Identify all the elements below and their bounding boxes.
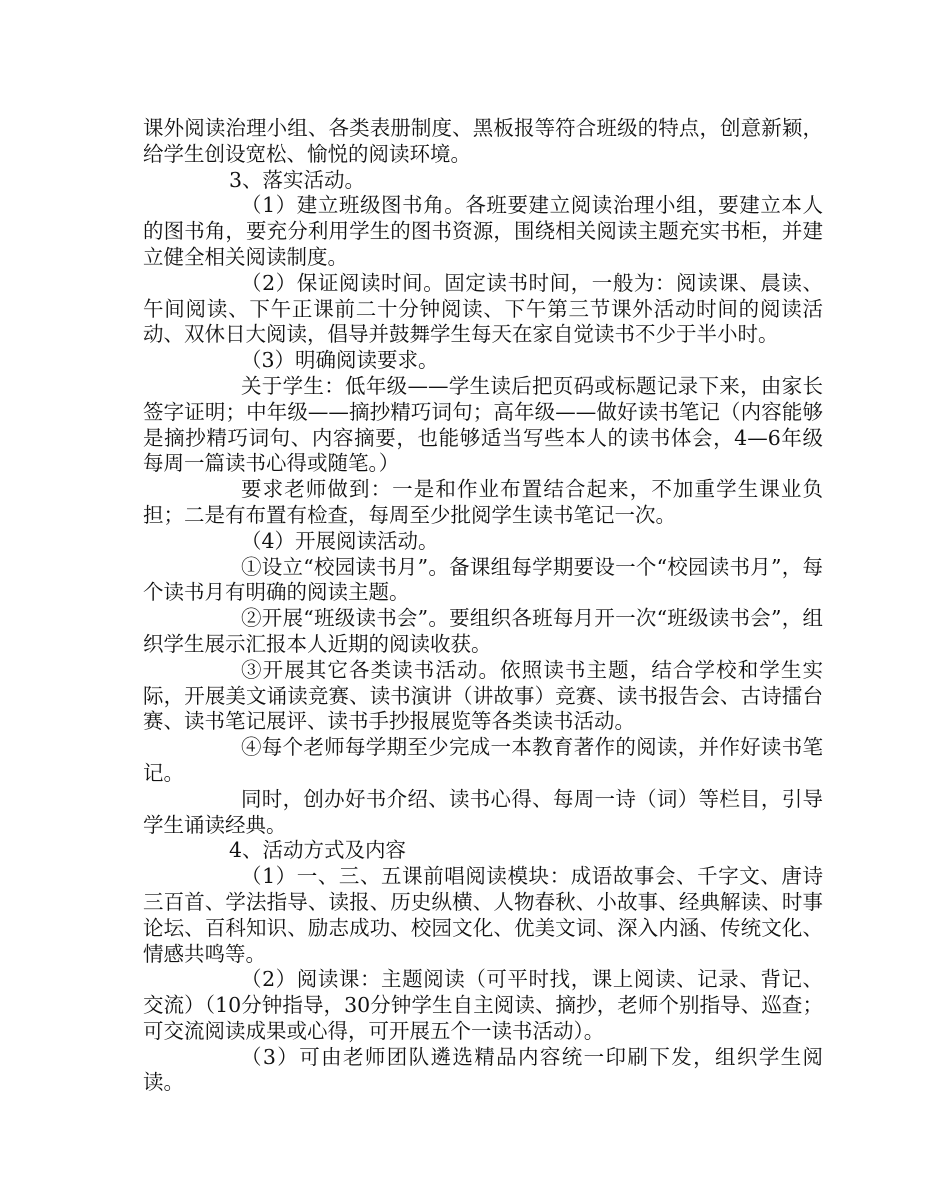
paragraph-columns: 同时，创办好书介绍、读书心得、每周一诗（词）等栏目，引导学生诵读经典。	[143, 786, 823, 837]
paragraph-reading-activities: （4）开展阅读活动。	[241, 528, 439, 553]
paragraph-book-corner: （1）建立班级图书角。各班要建立阅读治理小组，要建立本人的图书角，要充分利用学生的图书资源，围绕相关阅读主题充实书柜，并建立健全相关阅读制度。	[143, 193, 823, 269]
paragraph-reading-month: ①设立“校园读书月”。备课组每学期要设一个“校园读书月”，每个读书月有明确的阅读主题。	[143, 554, 823, 605]
paragraph-printed-materials: （3）可由老师团队遴选精品内容统一印刷下发，组织学生阅读。	[143, 1044, 823, 1095]
paragraph-teacher-reading: ④每个老师每学期至少完成一本教育著作的阅读，并作好读书笔记。	[143, 735, 823, 785]
paragraph-reading-class: （2）阅读课：主题阅读（可平时找，课上阅读、记录、背记、交流）（10分钟指导，30分钟学生自主阅读、摘抄，老师个别指导、巡查；可交流阅读成果或心得，可开展五个一读书活动）。	[143, 967, 823, 1043]
paragraph-students: 关于学生：低年级——学生读后把页码或标题记录下来，由家长签字证明；中年级——摘抄精巧词句；高年级——做好读书笔记（内容能够是摘抄精巧词句、内容摘要，也能够适当写些本人的读书体会，4—6年级每周一篇读书心得或随笔。）	[143, 373, 823, 476]
paragraph-intro: 课外阅读治理小组、各类表册制度、黑板报等符合班级的特点，创意新颖，给学生创设宽松、愉悦的阅读环境。	[143, 116, 823, 166]
paragraph-other-activities: ③开展其它各类读书活动。依照读书主题，结合学校和学生实际，开展美文诵读竞赛、读书演讲（讲故事）竞赛、读书报告会、古诗擂台赛、读书笔记展评、读书手抄报展览等各类读书活动。	[143, 657, 823, 734]
heading-implement-activities: 3、落实活动。	[229, 167, 366, 192]
paragraph-pre-class-module: （1）一、三、五课前唱阅读模块：成语故事会、千字文、唐诗三百首、学法指导、读报、历史纵横、人物春秋、小故事、经典解读、时事论坛、百科知识、励志成功、校园文化、优美文词、深入内涵、传统文化、情感共鸣等。	[143, 864, 823, 966]
document-page	[143, 116, 823, 1096]
paragraph-reading-time: （2）保证阅读时间。固定读书时间，一般为：阅读课、晨读、午间阅读、下午正课前二十分钟阅读、下午第三节课外活动时间的阅读活动、双休日大阅读，倡导并鼓舞学生每天在家自觉读书不少于半小时。	[143, 270, 823, 347]
paragraph-reading-requirements: （3）明确阅读要求。	[241, 348, 439, 373]
paragraph-teachers: 要求老师做到：一是和作业布置结合起来，不加重学生课业负担；二是有布置有检查，每周至少批阅学生读书笔记一次。	[143, 477, 823, 527]
paragraph-class-reading-club: ②开展“班级读书会”。要组织各班每月开一次“班级读书会”，组织学生展示汇报本人近期的阅读收获。	[143, 606, 823, 656]
heading-activity-methods: 4、活动方式及内容	[229, 838, 407, 863]
